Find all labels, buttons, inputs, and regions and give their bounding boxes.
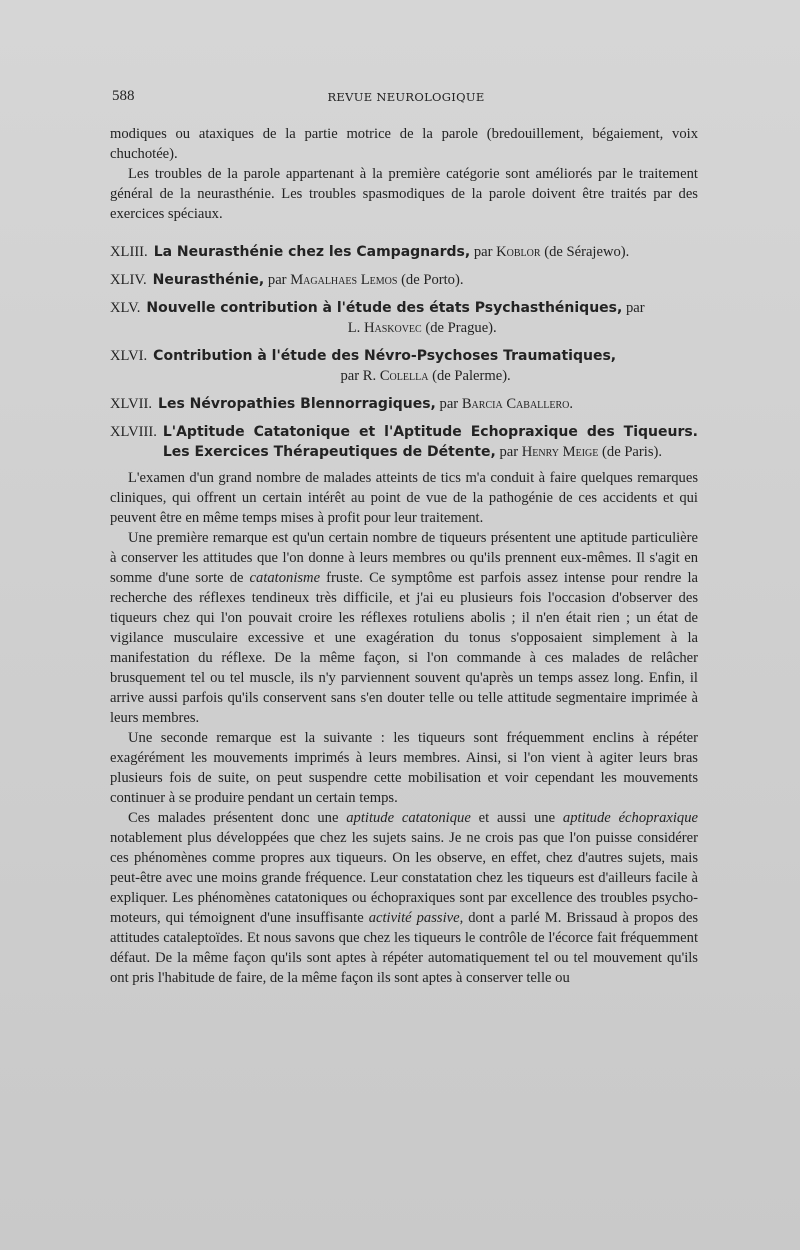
entry-43 <box>110 242 698 262</box>
entry-title: Les Névropathies Blennorragiques, <box>158 396 436 412</box>
entry-author: Haskovec <box>363 320 422 336</box>
entry-place: (de Sérajewo). <box>544 244 630 260</box>
entry-number: XLVI. <box>110 348 148 364</box>
emphasis: aptitude échopraxique <box>562 810 699 826</box>
entry-place: (de Paris). <box>602 444 663 460</box>
entry-par: par <box>625 300 645 316</box>
page-content <box>110 124 698 988</box>
entry-number: XLIV. <box>110 272 147 288</box>
page-header <box>112 88 700 108</box>
entry-par: par <box>267 272 287 288</box>
entry-par: par <box>340 368 360 384</box>
entry-author-initial: R. <box>362 368 377 384</box>
entry-author-initial: L. <box>347 320 361 336</box>
paragraph: Les troubles de la parole appartenant à la première catégorie sont améliorés par le traitement général de la neurasthénie. Les troubles spasmodiques de la parole doivent être traités par des exercices spéciaux. <box>110 166 698 222</box>
text-run: Ces malades présentent donc une <box>128 810 347 826</box>
emphasis: activité passive, <box>368 910 464 926</box>
entry-author: Koblor <box>496 244 541 260</box>
emphasis: aptitude catatonique <box>346 810 471 826</box>
running-title: REVUE NEUROLOGIQUE <box>327 90 485 104</box>
entry-par: par <box>499 444 519 460</box>
paragraph <box>110 808 698 988</box>
entry-46 <box>110 346 698 386</box>
entry-author: Barcia Caballero. <box>461 396 574 412</box>
paragraph: Une seconde remarque est la suivante : les tiqueurs sont fréquemment enclins à répéter exagérément les mouvements imprimés à leurs membres. Ainsi, si l'on vient à agiter leurs bras plusieurs fois de suite, on peut suspendre cette mobilisation et voir cependant les mouvements continuer à se produire pendant un certain temps. <box>110 730 698 806</box>
entry-par: par <box>473 244 493 260</box>
text-run: et aussi une <box>470 810 563 826</box>
entry-number: XLIII. <box>110 244 148 260</box>
entry-48 <box>110 422 698 462</box>
entry-place: (de Porto). <box>401 272 464 288</box>
text-run: dont a parlé M. Brissaud à propos des attitudes cataleptoïdes. Et nous savons que chez les tiqueurs le contrôle de l'écorce fait fréquemment défaut. De la même façon qu'ils sont aptes à répéter automatiquement tel ou tel mouvement qu'ils ont pris l'habitude de faire, de la même façon ils sont aptes à conserver telle ou <box>110 910 698 986</box>
paragraph-continuation: modiques ou ataxiques de la partie motrice de la parole (bredouillement, bégaiement, voix chuchotée). <box>110 126 698 162</box>
text-run: Une première remarque est qu'un certain nombre de tiqueurs présentent une aptitude particulière à conserver les attitudes que l'on donne à leurs membres ou qu'ils prennent eux-mêmes. Il s'agit en somme d'une sorte de <box>110 530 698 586</box>
entry-number: XLVIII. <box>110 424 157 440</box>
entry-place: (de Palerme). <box>432 368 511 384</box>
paragraph <box>110 528 698 728</box>
entry-45 <box>110 298 698 338</box>
entry-title: La Neurasthénie chez les Campagnards, <box>153 244 471 260</box>
entry-title: L'Aptitude Catatonique et l'Aptitude Echopraxique des Tiqueurs. Les Exercices Thérapeutiques de Détente, <box>162 424 698 460</box>
entry-number: XLVII. <box>110 396 153 412</box>
text-run: fruste. Ce symptôme est parfois assez intense pour rendre la recherche des réflexes tendineux très difficile, et j'ai eu plusieurs fois l'occasion d'observer des tiqueurs chez qui l'on pouvait croire les réflexes rotuliens abolis ; il n'en était rien ; un état de vigilance musculaire excessive et une exagération du tonus s'opposaient simplement à la manifestation du réflexe. De la même façon, si l'on commande à ces malades de relâcher brusquement tel ou tel muscle, ils n'y parviennent souvent qu'après un temps assez long. Enfin, il arrive aussi parfois qu'ils conservent sans s'en douter telle ou telle attitude segmentaire imprimée à leurs membres. <box>110 570 698 726</box>
entry-47 <box>110 394 698 414</box>
emphasis: catatonisme <box>249 570 321 586</box>
entry-title: Nouvelle contribution à l'étude des états Psychasthéniques, <box>146 300 623 316</box>
entry-place: (de Prague). <box>425 320 497 336</box>
entry-par: par <box>439 396 459 412</box>
entry-title: Contribution à l'étude des Névro-Psychoses Traumatiques, <box>153 348 617 364</box>
paragraph: L'examen d'un grand nombre de malades atteints de tics m'a conduit à faire quelques remarques cliniques, qui offrent un certain intérêt au point de vue de la pathogénie de ces accidents et qui peuvent être en même temps mises à profit pour leur traitement. <box>110 470 698 526</box>
entry-title: Neurasthénie, <box>152 272 265 288</box>
entry-author: Magalhaes Lemos <box>290 272 398 288</box>
page-number: 588 <box>112 88 135 104</box>
entry-author: Henry Meige <box>521 444 599 460</box>
entry-author: Colella <box>379 368 429 384</box>
entry-44 <box>110 270 698 290</box>
text-run: notablement plus développées que chez les sujets sains. Je ne crois pas que l'on puisse considérer ces phénomènes comme propres aux tiqueurs. On les observe, en effet, chez d'autres sujets, mais peut-être avec une moins grande fréquence. Leur constatation chez les tiqueurs est d'ailleurs facile à expliquer. Les phénomènes catatoniques ou échopraxiques sont par excellence des troubles psycho-moteurs, qui témoignent d'une insuffisante <box>110 830 698 926</box>
entry-number: XLV. <box>110 300 141 316</box>
